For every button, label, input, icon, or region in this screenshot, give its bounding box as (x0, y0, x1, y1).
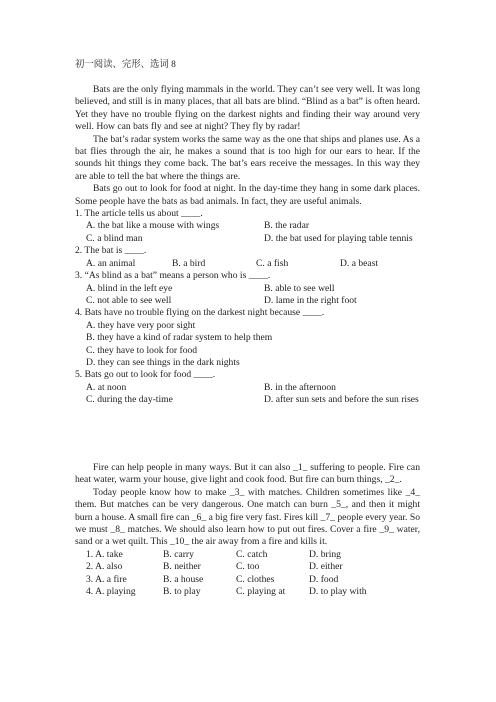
passage-1-paragraph: Bats go out to look for food at night. In the day-time they hang in some dark places. Some people have the bats as bad animals. In fact, they are useful animals. (75, 183, 420, 207)
passage-2 (75, 462, 420, 598)
option: D. to play with (309, 586, 367, 598)
option: D. the bat used for playing table tennis (264, 232, 413, 244)
question-stem: 4. Bats have no trouble flying on the darkest night because ____. (75, 307, 325, 319)
option: B. able to see well (264, 282, 335, 294)
option: C. during the day-time (86, 394, 173, 406)
option: C. a fish (256, 257, 289, 269)
option: B. carry (163, 548, 194, 560)
option: D. after sun sets and before the sun rises (264, 394, 419, 406)
page-title: 初一阅读、完形、选词 8 (75, 60, 176, 70)
option: B. neither (163, 561, 201, 573)
option: D. either (309, 561, 343, 573)
option: D. lame in the right foot (264, 294, 357, 306)
option: A. blind in the left eye (86, 282, 173, 294)
option: B. to play (163, 586, 201, 598)
passage-1-paragraph: Bats are the only flying mammals in the world. They can’t see very well. It was long believed, and still is in many places, that all bats are blind. “Blind as a bat” is often heard. Yet they have no trouble flying on the darkest nights and finding their way around very well. How can bats fly and see at night? They fly by radar! (75, 84, 420, 133)
option: 1. A. take (86, 548, 123, 560)
option: D. a beast (340, 257, 379, 269)
cloze-question (86, 561, 420, 573)
option: A. an animal (86, 257, 136, 269)
cloze-question (86, 574, 420, 586)
option: C. playing at (236, 586, 286, 598)
question-stem: 2. The bat is ____. (75, 245, 147, 257)
passage-2-paragraph: Fire can help people in many ways. But it can also _1_ suffering to people. Fire can heat water, warm your house, give light and cook food. But fire can burn things, _2_. (75, 462, 420, 486)
option: D. bring (309, 548, 341, 560)
option: B. the radar (264, 220, 310, 232)
question-options (86, 220, 420, 245)
option: A. the bat like a mouse with wings (86, 220, 220, 232)
option: C. clothes (236, 573, 275, 585)
option: B. in the afternoon (264, 381, 336, 393)
passage-1 (75, 84, 420, 407)
option: D. food (309, 573, 339, 585)
option: C. they have to look for food (86, 344, 198, 356)
question-stem: 1. The article tells us about ____. (75, 208, 203, 220)
cloze-options (86, 549, 420, 599)
option: B. they have a kind of radar system to help them (86, 332, 273, 344)
option: B. a bird (172, 257, 206, 269)
option: 2. A. also (86, 561, 123, 573)
question-options (86, 320, 420, 370)
option: C. too (236, 561, 260, 573)
cloze-question (86, 549, 420, 561)
question-stem: 5. Bats go out to look for food ____. (75, 369, 216, 381)
passage-2-paragraph: Today people know how to make _3_ with matches. Children sometimes like _4_ them. But matches can be very dangerous. One match can burn _5_, and then it might burn a house. A small fire can _6_ a big fire very fast. Fires kill _7_ people every year. So we must _8_ matches. We should also learn how to put out fires. Cover a fire _9_ water, sand or a wet quilt. This _10_ the air away from a fire and kills it. (75, 486, 420, 548)
question-options (86, 283, 420, 308)
option: C. not able to see well (86, 294, 172, 306)
option: C. a blind man (86, 232, 143, 244)
option: C. catch (236, 548, 268, 560)
question-stem: 3. “As blind as a bat” means a person who is ____. (75, 270, 271, 282)
question-options (86, 382, 420, 407)
option: 4. A. playing (86, 586, 136, 598)
question-options (86, 258, 420, 270)
option: A. they have very poor sight (86, 319, 196, 331)
cloze-question (86, 586, 420, 598)
option: D. they can see things in the dark nights (86, 356, 240, 368)
option: B. a house (163, 573, 204, 585)
option: A. at noon (86, 381, 127, 393)
passage-1-paragraph: The bat’s radar system works the same way as the one that ships and planes use. As a bat flies through the air, he makes a sound that is too high for our ears to hear. If the sounds hit things they come back. The bat’s ears receive the messages. In this way they are able to tell the bat where the things are. (75, 133, 420, 182)
option: 3. A. a fire (86, 573, 127, 585)
